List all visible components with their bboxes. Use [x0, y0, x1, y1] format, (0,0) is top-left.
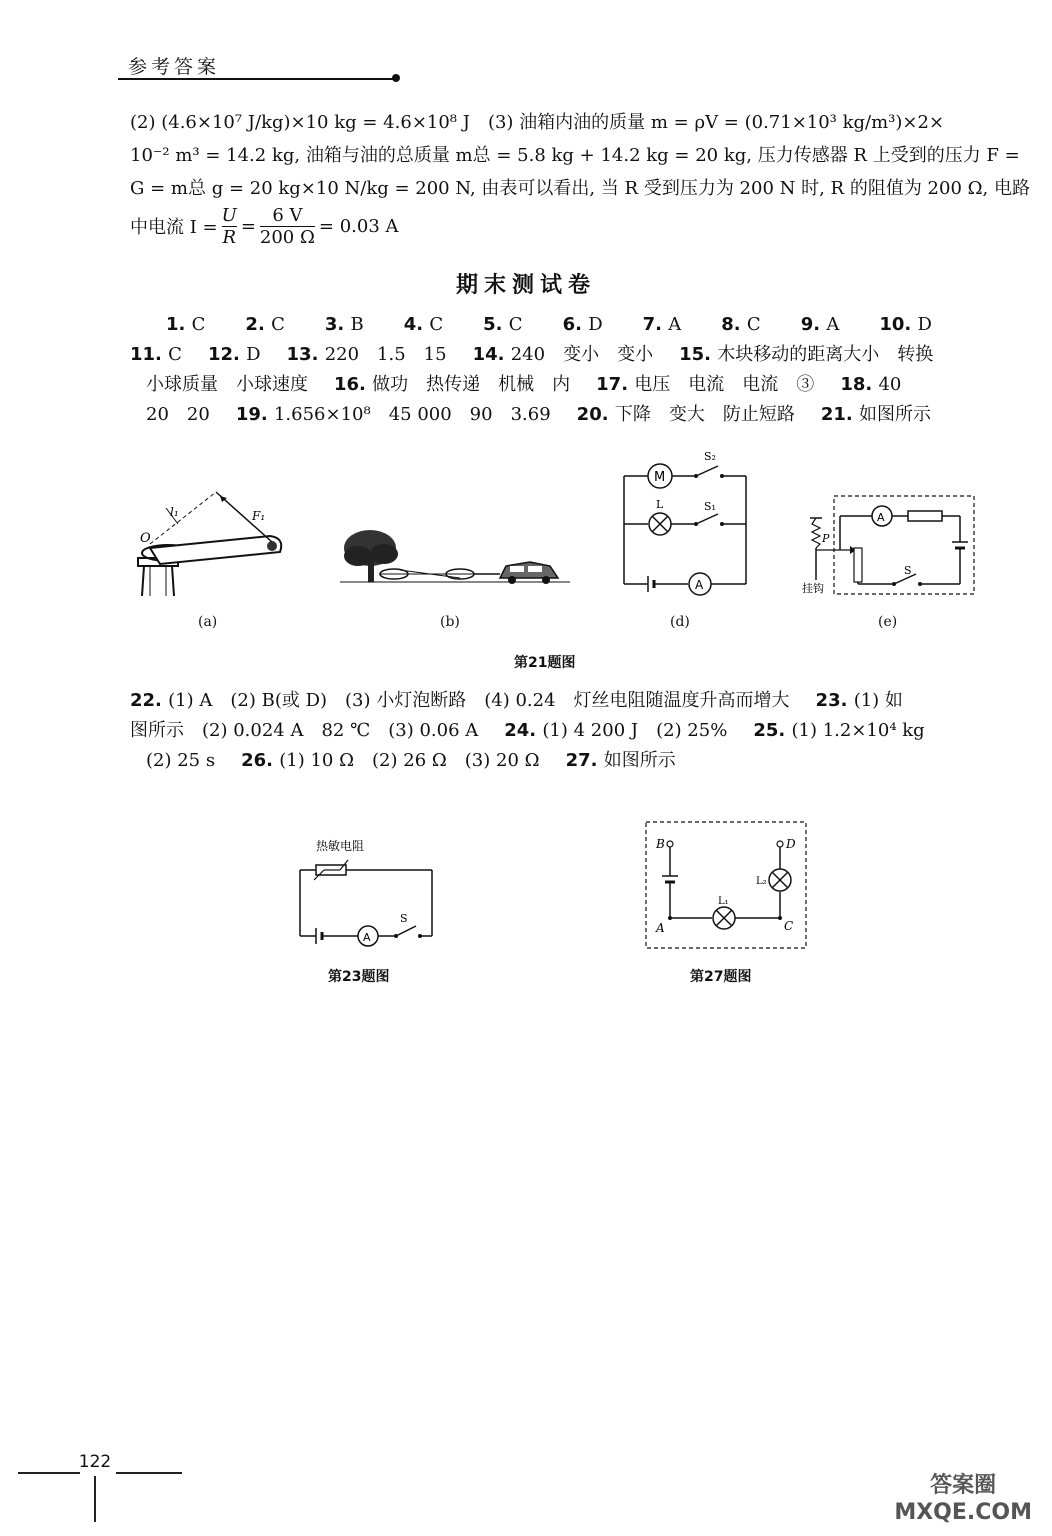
formula-prefix: 中电流 I = — [130, 217, 218, 238]
answer-text: (2) 25 s — [146, 750, 216, 771]
answer-text: (1) 1.2×10⁴ kg — [791, 720, 925, 741]
answer-item — [596, 374, 814, 395]
answer-text: 1.656×10⁸ 45 000 90 3.69 — [273, 404, 551, 425]
answer-item — [679, 344, 933, 365]
terminal-C-label: C — [784, 919, 794, 933]
lamp-L2-label: L₂ — [756, 876, 767, 887]
answer-item — [166, 314, 205, 335]
answers-row-3 — [146, 376, 927, 394]
fraction-values — [260, 205, 315, 248]
figure-21a-label: (a) — [198, 614, 218, 630]
header-rule — [118, 78, 398, 80]
ammeter-label: A — [363, 931, 371, 944]
formula-result: = 0.03 A — [318, 215, 399, 237]
lamp-label: L — [656, 498, 664, 511]
question-number: 22. — [130, 690, 169, 711]
answer-item — [287, 344, 447, 365]
answer-item — [404, 314, 443, 335]
figure-21e-label: (e) — [878, 614, 898, 630]
answers-row-5 — [130, 692, 929, 710]
figure-21-caption: 第21题图 — [514, 655, 576, 671]
question-number: 21. — [820, 404, 859, 425]
figure-21a-lever — [120, 480, 300, 600]
answer-text: 如图所示 — [603, 750, 676, 771]
answers-row-1 — [166, 316, 972, 334]
question-number: 6. — [562, 314, 589, 335]
footer-rule-vertical — [94, 1476, 96, 1522]
question-number: 24. — [504, 720, 543, 741]
label-l1: l₁ — [170, 505, 179, 519]
answer-text: 240 变小 变小 — [510, 344, 654, 365]
fraction-denominator: 200 Ω — [259, 226, 315, 248]
switch-label: S — [400, 912, 408, 925]
terminal-B-label: B — [656, 837, 665, 851]
ammeter-label: A — [695, 578, 704, 592]
answers-row-2 — [130, 346, 959, 364]
answer-text: 40 — [878, 374, 902, 395]
answer-text: 如图所示 — [858, 404, 931, 425]
answers-row-7 — [146, 752, 702, 770]
question-number: 3. — [324, 314, 351, 335]
figure-21d-label: (d) — [670, 614, 690, 630]
switch-s2-label: S₂ — [704, 450, 716, 463]
answer-item — [236, 404, 551, 425]
figure-23-circuit — [296, 836, 436, 948]
answer-text: B — [350, 314, 364, 335]
answer-item — [325, 314, 364, 335]
answer-text: C — [429, 314, 444, 335]
question-number: 13. — [286, 344, 325, 365]
ammeter-label: A — [877, 511, 885, 524]
answer-item — [563, 314, 603, 335]
fraction-u-r — [222, 205, 237, 248]
question-number: 10. — [879, 314, 918, 335]
footer-rule-left — [18, 1472, 80, 1474]
answer-text: 电压 电流 电流 ③ — [634, 374, 815, 395]
question-number: 14. — [472, 344, 511, 365]
question-number: 19. — [235, 404, 274, 425]
motor-label: M — [654, 470, 666, 485]
question-number: 17. — [596, 374, 635, 395]
answer-item — [840, 374, 901, 395]
answer-item — [130, 720, 478, 741]
hook-label: 挂钩 — [802, 582, 824, 595]
answer-item — [577, 404, 795, 425]
answer-item — [816, 690, 903, 711]
answer-text: A — [668, 314, 682, 335]
figure-23-caption: 第23题图 — [328, 969, 390, 985]
answer-item — [483, 314, 522, 335]
question-number: 12. — [207, 344, 247, 365]
answer-text: (1) A (2) B(或 D) (3) 小灯泡断路 (4) 0.24 灯丝电阻随温度升高而增大 — [168, 690, 790, 711]
figure-21b-label: (b) — [440, 614, 460, 630]
question-number: 20. — [576, 404, 615, 425]
answer-line-1: (2) (4.6×10⁷ J/kg)×10 kg = 4.6×10⁸ J (3) 油箱内油的质量 m = ρV = (0.71×10³ kg/m³)×2× — [130, 112, 945, 133]
answer-item — [130, 690, 790, 711]
answer-item — [879, 314, 932, 335]
answer-item — [643, 314, 682, 335]
question-number: 15. — [679, 344, 718, 365]
answer-text: C — [271, 314, 285, 335]
answer-line-3: G = m总 g = 20 kg×10 N/kg = 200 N, 由表可以看出, 当 R 受到压力为 200 N 时, R 的阻值为 200 Ω, 电路 — [130, 178, 1030, 199]
answer-text: D — [246, 344, 261, 365]
question-number: 11. — [130, 344, 169, 365]
answer-item — [566, 750, 676, 771]
page-number: 122 — [78, 1452, 112, 1472]
answer-item — [753, 720, 924, 741]
label-F1: F₁ — [252, 509, 266, 523]
answer-item — [146, 750, 215, 771]
slider-label: P — [822, 532, 830, 545]
answer-text: 木块移动的距离大小 转换 — [717, 344, 934, 365]
answer-text: (1) 如 — [853, 690, 903, 711]
answer-item — [130, 344, 182, 365]
answer-text: 220 1.5 15 — [324, 344, 447, 365]
answer-item — [801, 314, 840, 335]
current-formula — [130, 202, 399, 250]
answer-item — [146, 374, 308, 395]
terminal-A-label: A — [656, 921, 665, 935]
thermistor-label: 热敏电阻 — [316, 839, 365, 853]
question-number: 18. — [840, 374, 879, 395]
page-header-title: 参考答案 — [128, 56, 221, 78]
question-number: 8. — [721, 314, 747, 335]
answer-item — [245, 314, 284, 335]
answer-item — [504, 720, 727, 741]
answers-row-4 — [146, 406, 957, 424]
question-number: 1. — [166, 314, 192, 335]
watermark-line-1: 答案圈 — [930, 1473, 997, 1499]
answer-text: 下降 变大 防止短路 — [614, 404, 795, 425]
fraction-numerator: U — [221, 204, 237, 226]
figure-21e-circuit — [800, 494, 978, 598]
lamp-L1-label: L₁ — [718, 896, 729, 907]
answer-text: 做功 热传递 机械 内 — [372, 374, 571, 395]
answer-item — [208, 344, 261, 365]
question-number: 4. — [403, 314, 430, 335]
question-number: 25. — [753, 720, 792, 741]
figure-27-caption: 第27题图 — [690, 969, 752, 985]
answer-text: A — [826, 314, 840, 335]
answer-text: C — [168, 344, 182, 365]
switch-s1-label: S₁ — [704, 500, 716, 513]
answer-text: C — [191, 314, 206, 335]
answer-item — [334, 374, 570, 395]
fraction-denominator: R — [222, 226, 236, 248]
switch-label: S — [904, 564, 912, 577]
terminal-D-label: D — [786, 837, 796, 851]
footer-rule-right — [116, 1472, 182, 1474]
answer-item — [821, 404, 931, 425]
question-number: 5. — [483, 314, 509, 335]
question-number: 23. — [815, 690, 854, 711]
answer-text: C — [746, 314, 761, 335]
question-number: 9. — [800, 314, 827, 335]
answer-text: 20 20 — [146, 404, 210, 425]
figure-21d-circuit — [618, 450, 752, 592]
question-number: 2. — [245, 314, 272, 335]
section-title: 期末测试卷 — [455, 272, 596, 298]
header-rule-dot — [392, 74, 400, 82]
figure-27-circuit — [644, 820, 808, 950]
answer-item — [241, 750, 539, 771]
answer-text: (1) 4 200 J (2) 25% — [542, 720, 728, 741]
answer-item — [146, 404, 210, 425]
label-O: O — [140, 531, 151, 546]
figure-21b-tree-car — [340, 520, 570, 590]
answer-text: 图所示 (2) 0.024 A 82 ℃ (3) 0.06 A — [130, 720, 479, 741]
watermark-logo — [894, 1473, 1032, 1526]
answer-item — [473, 344, 654, 365]
answer-text: 小球质量 小球速度 — [146, 374, 308, 395]
answer-text: C — [508, 314, 523, 335]
answer-line-2: 10⁻² m³ = 14.2 kg, 油箱与油的总质量 m总 = 5.8 kg + 14.2 kg = 20 kg, 压力传感器 R 上受到的压力 F = — [130, 145, 1020, 166]
formula-equals: = — [240, 215, 256, 237]
question-number: 7. — [642, 314, 669, 335]
answer-text: D — [588, 314, 603, 335]
question-number: 16. — [334, 374, 373, 395]
question-number: 27. — [565, 750, 604, 771]
answers-row-6 — [130, 722, 951, 740]
watermark-line-2: MXQE.COM — [894, 1499, 1032, 1525]
answer-text: (1) 10 Ω (2) 26 Ω (3) 20 Ω — [279, 750, 540, 771]
answer-item — [721, 314, 760, 335]
answer-text: D — [917, 314, 932, 335]
fraction-numerator: 6 V — [272, 204, 303, 226]
question-number: 26. — [241, 750, 280, 771]
